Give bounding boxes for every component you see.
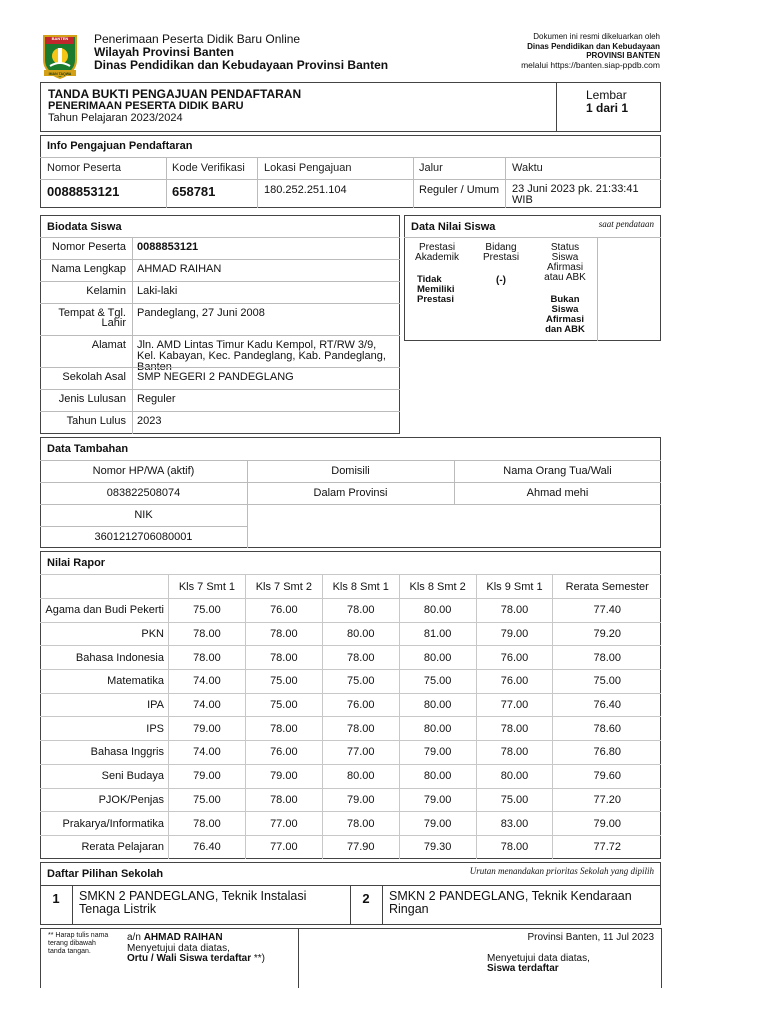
rapor-score: 78.00 [322,646,399,670]
info-h-kode: Kode Verifikasi [172,162,245,174]
footer-agree2: Menyetujui data diatas, [487,953,590,964]
footer-note: ** Harap tulis nama terang dibawah tanda tangan. [48,932,109,955]
rapor-row [40,764,661,788]
info-v-jalur: Reguler / Umum [419,184,500,196]
biodata-value: AHMAD RAIHAN [137,263,222,275]
footer-an-prefix: a/n [127,932,141,943]
rapor-score: 80.00 [399,646,476,670]
footer-an-line [127,932,223,943]
biodata-row-divider [40,303,400,304]
rapor-table [40,574,661,859]
rapor-score: 78.00 [322,599,399,623]
rapor-subject: Prakarya/Informatika [40,812,169,836]
doc-title: TANDA BUKTI PENGAJUAN PENDAFTARAN [48,87,302,101]
rapor-score: 79.00 [399,812,476,836]
header-right1: Dokumen ini resmi dikeluarkan oleh [533,32,660,41]
rapor-column-header: Kls 7 Smt 2 [245,575,322,599]
biodata-value: Reguler [137,393,176,405]
rapor-score: 76.00 [245,741,322,765]
info-title: Info Pengajuan Pendaftaran [47,140,193,152]
sign-left-border [40,928,41,988]
rapor-header-blank [40,575,169,599]
biodata-value: Jln. AMD Lintas Timur Kadu Kempol, RT/RW 3/9, Kel. Kabayan, Kec. Pandeglang, Kab. Pandeglang, Banten [137,339,386,373]
lembar-value: 1 dari 1 [586,101,629,115]
header-line3: Dinas Pendidikan dan Kebudayaan Provinsi Banten [94,58,389,72]
nilai-siswa-note: saat pendataan [598,219,654,229]
rapor-score: 78.00 [169,622,246,646]
biodata-label: Tahun Lulus [66,415,126,427]
doc-year: Tahun Pelajaran 2023/2024 [48,112,183,124]
rapor-score: 78.00 [245,788,322,812]
biodata-title: Biodata Siswa [47,221,122,233]
rapor-column-header: Kls 9 Smt 1 [476,575,553,599]
rapor-subject: IPS [40,717,169,741]
pilihan-title: Daftar Pilihan Sekolah [47,868,164,880]
rapor-score: 78.00 [476,599,553,623]
rapor-score: 76.80 [553,741,661,765]
rapor-score: 77.20 [553,788,661,812]
nilai-siswa-h1: Prestasi Akademik [415,242,459,263]
rapor-score: 78.00 [245,646,322,670]
biodata-label: Nama Lengkap [51,263,126,275]
footer-ortu-line [127,953,265,964]
footer-siswa: Siswa terdaftar [487,963,559,974]
tambahan-h-hp: Nomor HP/WA (aktif) [92,465,195,477]
rapor-row [40,788,661,812]
rapor-row [40,693,661,717]
rapor-subject: IPA [40,693,169,717]
rapor-score: 79.00 [169,764,246,788]
rapor-column-header: Rerata Semester [553,575,661,599]
biodata-label: Jenis Lulusan [58,393,126,405]
tambahan-v-domisili: Dalam Provinsi [313,487,388,499]
nilai-siswa-h3: Status Siswa Afirmasi atau ABK [544,242,586,283]
rapor-column-header: Kls 8 Smt 2 [399,575,476,599]
info-h-nomor: Nomor Peserta [47,162,121,174]
rapor-subject: PJOK/Penjas [40,788,169,812]
rapor-score: 80.00 [399,693,476,717]
header-right2: Dinas Pendidikan dan Kebudayaan [527,42,660,51]
rapor-score: 78.00 [322,717,399,741]
biodata-value: 0088853121 [137,241,199,253]
rapor-score: 76.00 [476,646,553,670]
rapor-score: 77.00 [245,835,322,859]
header-line1: Penerimaan Peserta Didik Baru Online [94,32,301,46]
rapor-score: 76.40 [169,835,246,859]
rapor-score: 80.00 [399,599,476,623]
rapor-score: 79.30 [399,835,476,859]
rapor-score: 78.00 [476,741,553,765]
rapor-score: 79.00 [399,788,476,812]
pilihan-n2: 2 [362,891,370,906]
lembar-label: Lembar [586,88,627,102]
rapor-score: 79.00 [322,788,399,812]
rapor-score: 74.00 [169,741,246,765]
info-h-waktu: Waktu [512,162,543,174]
rapor-subject: Rerata Pelajaran [40,835,169,859]
rapor-score: 76.00 [322,693,399,717]
tambahan-h-ortu: Nama Orang Tua/Wali [503,465,612,477]
rapor-row [40,717,661,741]
pilihan-s2: SMKN 2 PANDEGLANG, Teknik Kendaraan Ringan [389,889,632,916]
tambahan-v-nik: 3601212706080001 [94,531,193,543]
footer-an-name: AHMAD RAIHAN [143,932,223,943]
rapor-score: 79.00 [245,764,322,788]
nilai-siswa-h2: Bidang Prestasi [482,242,520,263]
nilai-siswa-v1: Tidak Memiliki Prestasi [417,274,455,305]
biodata-row-divider [40,411,400,412]
rapor-score: 79.00 [553,812,661,836]
tambahan-v-hp: 083822508074 [106,487,181,499]
biodata-row-divider [40,367,400,368]
rapor-score: 78.00 [245,717,322,741]
rapor-column-header: Kls 8 Smt 1 [322,575,399,599]
rapor-score: 80.00 [322,764,399,788]
rapor-subject: Bahasa Inggris [40,741,169,765]
rapor-score: 83.00 [476,812,553,836]
rapor-score: 80.00 [322,622,399,646]
rapor-score: 79.00 [399,741,476,765]
biodata-value: 2023 [137,415,162,427]
sign-right-border [661,928,662,988]
rapor-row [40,835,661,859]
rapor-score: 78.00 [476,717,553,741]
rapor-score: 80.00 [399,764,476,788]
pilihan-s1: SMKN 2 PANDEGLANG, Teknik Instalasi Tenaga Listrik [79,889,307,916]
nilai-siswa-v2: (-) [496,275,506,286]
doc-subtitle: PENERIMAAN PESERTA DIDIK BARU [48,100,244,112]
rapor-score: 78.00 [476,835,553,859]
biodata-row-divider [40,281,400,282]
pilihan-n1: 1 [52,891,60,906]
biodata-value: Laki-laki [137,285,178,297]
rapor-score: 78.00 [169,812,246,836]
biodata-label: Tempat & Tgl. Lahir [58,307,126,329]
sign-mid-border [298,928,299,988]
header-right4: melalui https://banten.siap-ppdb.com [521,60,660,70]
rapor-score: 81.00 [399,622,476,646]
footer-agree: Menyetujui data diatas, [127,943,230,954]
rapor-title: Nilai Rapor [47,557,106,569]
rapor-score: 77.72 [553,835,661,859]
biodata-label: Alamat [91,339,126,351]
header-line2: Wilayah Provinsi Banten [94,45,234,59]
logo-bottom-text: IMAN TAQWA [48,72,72,76]
rapor-score: 79.00 [476,622,553,646]
rapor-subject: Seni Budaya [40,764,169,788]
info-h-lokasi: Lokasi Pengajuan [264,162,352,174]
info-v-waktu: 23 Juni 2023 pk. 21:33:41 WIB [512,183,639,206]
rapor-score: 78.00 [322,812,399,836]
rapor-score: 75.00 [399,670,476,694]
rapor-score: 77.00 [245,812,322,836]
nilai-siswa-title: Data Nilai Siswa [411,221,496,233]
rapor-row [40,599,661,623]
rapor-score: 75.00 [245,693,322,717]
rapor-score: 80.00 [476,764,553,788]
info-v-lokasi: 180.252.251.104 [264,184,347,196]
rapor-row [40,646,661,670]
biodata-value: Pandeglang, 27 Juni 2008 [137,307,265,319]
logo-top-text: BANTEN [51,36,69,41]
rapor-score: 79.00 [169,717,246,741]
tambahan-h-domisili: Domisili [331,465,370,477]
rapor-row [40,622,661,646]
rapor-subject: Matematika [40,670,169,694]
tambahan-h-nik: NIK [134,509,153,521]
rapor-score: 78.00 [169,646,246,670]
biodata-label: Kelamin [86,285,126,297]
footer-place-date: Provinsi Banten, 11 Jul 2023 [527,932,654,943]
pilihan-note: Urutan menandakan prioritas Sekolah yang dipilih [469,866,654,876]
rapor-score: 74.00 [169,693,246,717]
info-v-nomor: 0088853121 [47,184,120,199]
rapor-score: 75.00 [245,670,322,694]
rapor-score: 76.40 [553,693,661,717]
rapor-score: 77.00 [476,693,553,717]
rapor-score: 77.90 [322,835,399,859]
biodata-row-divider [40,389,400,390]
rapor-score: 77.00 [322,741,399,765]
rapor-score: 75.00 [169,599,246,623]
nilai-siswa-v3: Bukan Siswa Afirmasi dan ABK [545,294,585,335]
rapor-score: 77.40 [553,599,661,623]
rapor-score: 74.00 [169,670,246,694]
rapor-score: 75.00 [169,788,246,812]
rapor-score: 75.00 [553,670,661,694]
rapor-score: 75.00 [322,670,399,694]
rapor-row [40,741,661,765]
info-v-kode: 658781 [172,184,216,199]
rapor-score: 76.00 [476,670,553,694]
biodata-row-divider [40,335,400,336]
rapor-subject: Bahasa Indonesia [40,646,169,670]
header-right3: PROVINSI BANTEN [586,51,660,60]
rapor-score: 76.00 [245,599,322,623]
rapor-score: 79.60 [553,764,661,788]
rapor-score: 79.20 [553,622,661,646]
rapor-row [40,812,661,836]
rapor-score: 75.00 [476,788,553,812]
info-h-jalur: Jalur [419,162,443,174]
biodata-row-divider [40,259,400,260]
rapor-score: 80.00 [399,717,476,741]
biodata-value: SMP NEGERI 2 PANDEGLANG [137,371,294,383]
rapor-row [40,670,661,694]
rapor-score: 78.60 [553,717,661,741]
biodata-label: Sekolah Asal [62,371,126,383]
rapor-subject: PKN [40,622,169,646]
footer-ortu: Ortu / Wali Siswa terdaftar [127,953,252,964]
rapor-subject: Agama dan Budi Pekerti [40,599,169,623]
biodata-label: Nomor Peserta [52,241,126,253]
biodata-row-divider [40,237,400,238]
rapor-column-header: Kls 7 Smt 1 [169,575,246,599]
rapor-score: 78.00 [245,622,322,646]
footer-ortu-suffix: **) [253,953,266,964]
tambahan-title: Data Tambahan [47,443,129,455]
tambahan-v-ortu: Ahmad mehi [526,487,589,499]
rapor-score: 78.00 [553,646,661,670]
